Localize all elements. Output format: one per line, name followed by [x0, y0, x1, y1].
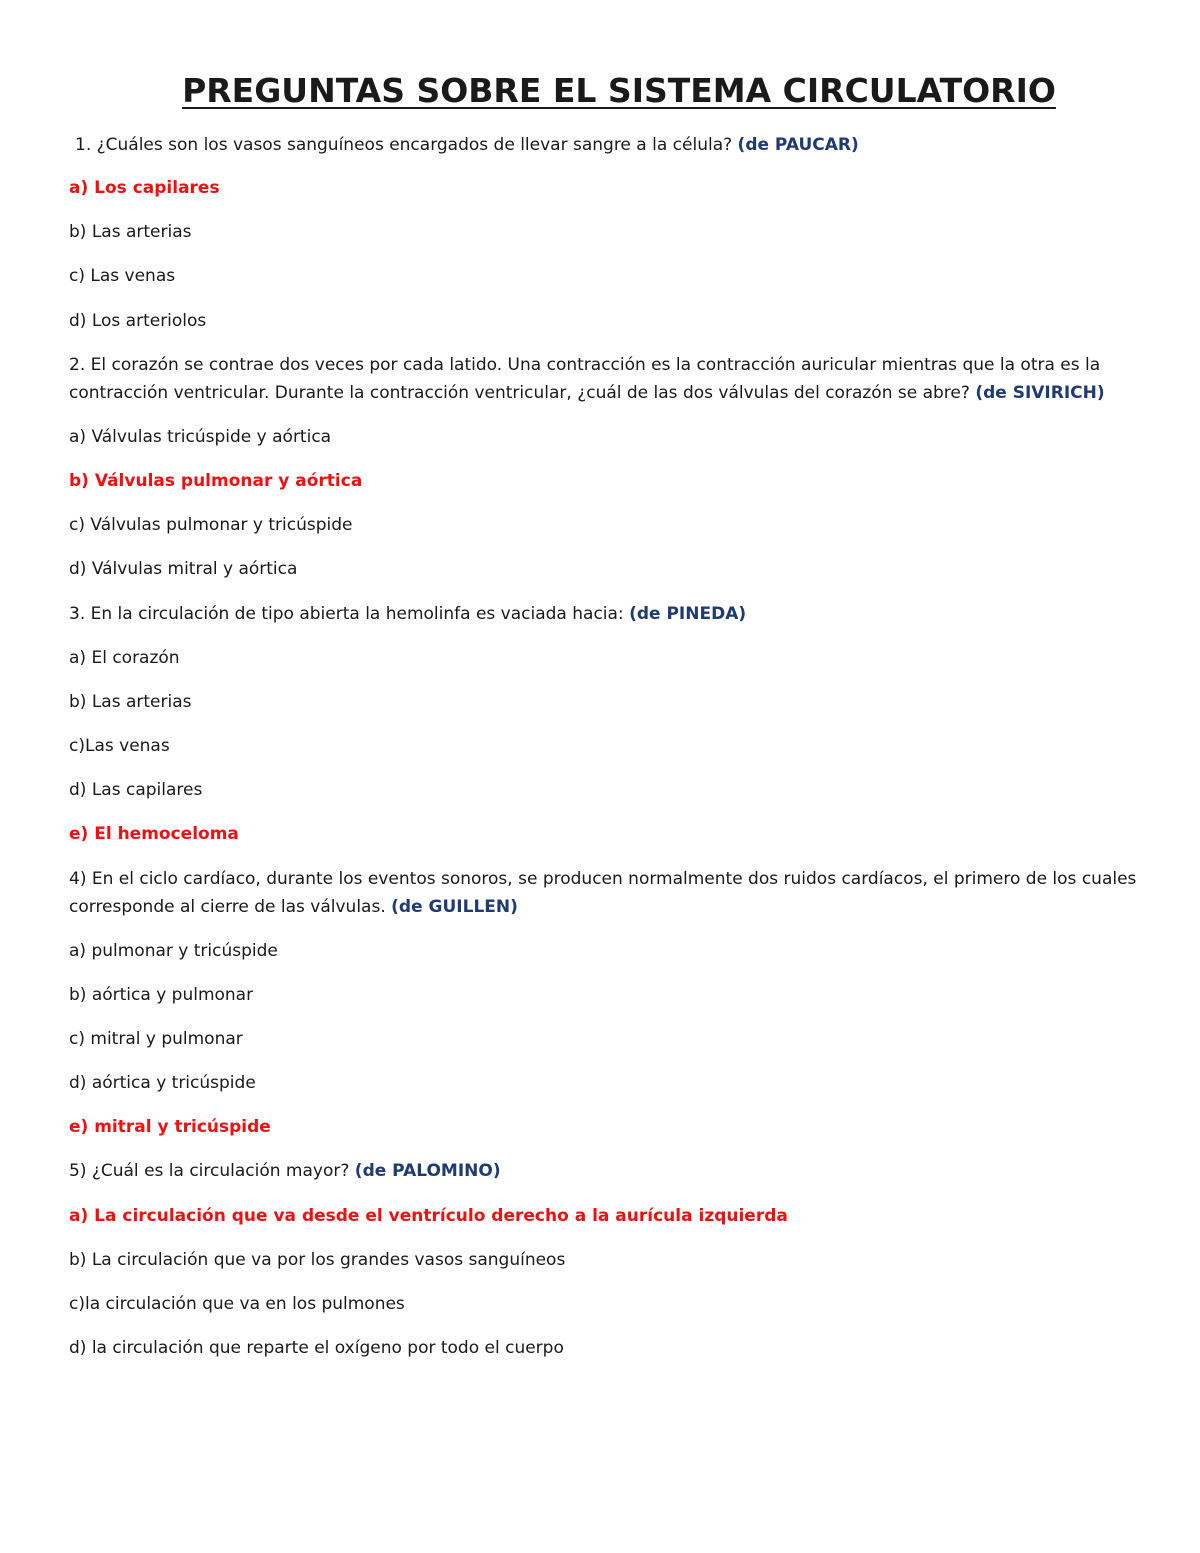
question-1-option-d: d) Los arteriolos: [69, 311, 207, 331]
question-3: [69, 600, 1169, 628]
question-4-option-d: d) aórtica y tricúspide: [69, 1073, 256, 1093]
question-1-option-a: a) Los capilares: [69, 178, 220, 198]
question-4-text: corresponde al cierre de las válvulas.: [69, 897, 386, 917]
question-1: [75, 131, 1175, 159]
document-title: PREGUNTAS SOBRE EL SISTEMA CIRCULATORIO: [182, 71, 1056, 110]
question-5-text: 5) ¿Cuál es la circulación mayor?: [69, 1161, 350, 1181]
question-4-option-e: e) mitral y tricúspide: [69, 1117, 271, 1137]
question-4-line-1: 4) En el ciclo cardíaco, durante los eventos sonoros, se producen normalmente dos ruidos cardíacos, el primero de los cuales: [69, 869, 1137, 889]
question-2-text: contracción ventricular. Durante la contracción ventricular, ¿cuál de las dos válvulas del corazón se abre?: [69, 383, 970, 403]
question-3-text: 3. En la circulación de tipo abierta la hemolinfa es vaciada hacia:: [69, 604, 624, 624]
question-5-option-d: d) la circulación que reparte el oxígeno por todo el cuerpo: [69, 1338, 564, 1358]
question-2-author: (de SIVIRICH): [975, 383, 1105, 403]
question-4-author: (de GUILLEN): [391, 897, 518, 917]
question-4-option-a: a) pulmonar y tricúspide: [69, 941, 278, 961]
question-5: [69, 1157, 1169, 1185]
question-2-option-a: a) Válvulas tricúspide y aórtica: [69, 427, 332, 447]
question-2-line-2: [69, 379, 1169, 407]
question-3-option-a: a) El corazón: [69, 648, 180, 668]
question-2-option-d: d) Válvulas mitral y aórtica: [69, 559, 298, 579]
question-2-option-b: b) Válvulas pulmonar y aórtica: [69, 471, 363, 491]
question-3-option-c: c)Las venas: [69, 736, 170, 756]
question-4-line-2: [69, 893, 1169, 921]
question-5-option-a: a) La circulación que va desde el ventrículo derecho a la aurícula izquierda: [69, 1206, 788, 1226]
question-3-option-e: e) El hemoceloma: [69, 824, 239, 844]
question-5-option-c: c)la circulación que va en los pulmones: [69, 1294, 405, 1314]
question-3-author: (de PINEDA): [629, 604, 747, 624]
question-3-option-d: d) Las capilares: [69, 780, 203, 800]
question-2-option-c: c) Válvulas pulmonar y tricúspide: [69, 515, 353, 535]
question-1-option-c: c) Las venas: [69, 266, 176, 286]
question-5-option-b: b) La circulación que va por los grandes vasos sanguíneos: [69, 1250, 566, 1270]
question-1-option-b: b) Las arterias: [69, 222, 192, 242]
question-4-option-b: b) aórtica y pulmonar: [69, 985, 254, 1005]
question-3-option-b: b) Las arterias: [69, 692, 192, 712]
question-1-author: (de PAUCAR): [737, 135, 859, 155]
question-2-line-1: 2. El corazón se contrae dos veces por cada latido. Una contracción es la contracción auricular mientras que la otra es la: [69, 355, 1101, 375]
question-4-option-c: c) mitral y pulmonar: [69, 1029, 243, 1049]
question-1-text: 1. ¿Cuáles son los vasos sanguíneos encargados de llevar sangre a la célula?: [75, 135, 733, 155]
question-5-author: (de PALOMINO): [354, 1161, 501, 1181]
